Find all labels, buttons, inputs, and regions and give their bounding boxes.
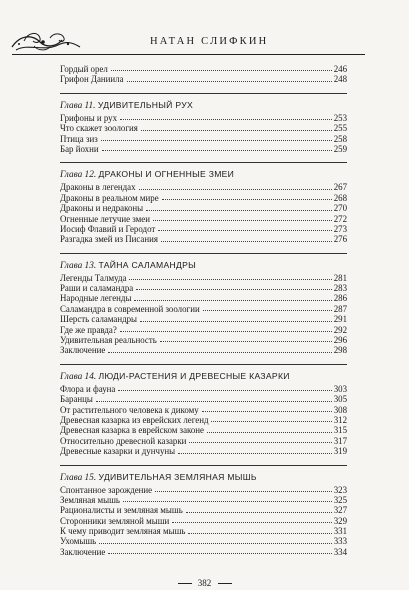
chapter-number: Глава 15.	[60, 472, 97, 483]
dot-leader	[118, 390, 331, 391]
entry-page-number: 248	[333, 74, 347, 85]
footer-dash-left	[178, 583, 192, 584]
header-rule	[12, 54, 365, 55]
entry-page-number: 270	[333, 203, 347, 214]
dot-leader	[139, 189, 332, 190]
entry-page-number: 305	[333, 394, 347, 405]
entry-page-number: 286	[333, 293, 347, 304]
entry-page-number: 276	[333, 234, 347, 245]
toc-entry	[60, 74, 347, 84]
dot-leader	[161, 241, 332, 242]
toc-entry	[60, 335, 347, 345]
dot-leader	[146, 210, 332, 211]
section-divider	[60, 364, 347, 365]
entry-title: Раши и саламандра	[60, 283, 134, 294]
entry-page-number: 292	[333, 324, 347, 335]
entry-title: Гордый орел	[60, 63, 108, 74]
entry-page-number: 272	[333, 213, 347, 224]
chapter-number: Глава 11.	[60, 100, 96, 111]
dot-leader	[101, 140, 332, 141]
chapter-heading	[60, 472, 347, 483]
dot-leader	[108, 352, 331, 353]
toc-entry	[60, 273, 347, 283]
toc-entry	[60, 283, 347, 293]
dot-leader	[178, 453, 332, 454]
chapter-title: УДИВИТЕЛЬНЫЙ РУХ	[97, 99, 193, 110]
chapter-title: ДРАКОНЫ И ОГНЕННЫЕ ЗМЕИ	[98, 169, 235, 180]
entry-title: Грифоны и рух	[60, 112, 118, 123]
running-header-author: НАТАН СЛИФКИН	[150, 36, 269, 47]
entry-title: Драконы и недраконы	[60, 203, 144, 214]
entry-page-number: 323	[333, 484, 347, 495]
toc-entry	[60, 495, 347, 505]
entry-title: Огненные летучие змеи	[60, 213, 150, 224]
entry-page-number: 255	[333, 123, 347, 134]
dot-leader	[203, 310, 332, 311]
entry-page-number: 246	[333, 63, 347, 74]
ornament-flourish-icon	[10, 30, 82, 54]
page-number: 382	[197, 578, 212, 588]
entry-page-number: 273	[333, 223, 347, 234]
dot-leader	[186, 512, 332, 513]
entry-title: Птица зиз	[60, 133, 98, 144]
toc-entry	[60, 134, 347, 144]
toc-entry	[60, 64, 347, 74]
entry-page-number: 308	[333, 404, 347, 415]
dot-leader	[172, 522, 331, 523]
dot-leader	[102, 150, 332, 151]
entry-page-number: 268	[333, 192, 347, 203]
toc-entry	[60, 182, 347, 192]
entry-page-number: 283	[333, 283, 347, 294]
toc-entry	[60, 436, 347, 446]
chapter-number: Глава 14.	[60, 371, 97, 382]
entry-title: Легенды Талмуда	[60, 272, 127, 283]
chapter-number: Глава 13.	[60, 260, 97, 271]
entry-title: Баранцы	[60, 394, 93, 405]
footer-dash-right	[218, 583, 232, 584]
chapter-heading	[60, 169, 347, 180]
entry-page-number: 267	[333, 182, 347, 193]
dot-leader	[207, 432, 332, 433]
entry-page-number: 287	[333, 303, 347, 314]
toc-entry	[60, 193, 347, 203]
entry-title: К чему приводит земляная мышь	[60, 526, 186, 537]
toc-entry	[60, 203, 347, 213]
toc-entry	[60, 537, 347, 547]
dot-leader	[202, 411, 332, 412]
toc-entry	[60, 526, 347, 536]
entry-page-number: 331	[333, 526, 347, 537]
entry-title: От растительного человека к дикому	[60, 404, 199, 415]
toc-entry	[60, 234, 347, 244]
toc-entry	[60, 214, 347, 224]
toc-entry	[60, 547, 347, 557]
entry-title: Иосиф Флавий и Геродот	[60, 223, 156, 234]
entry-title: Заключение	[60, 546, 106, 557]
dot-leader	[99, 543, 331, 544]
entry-title: Разгадка змей из Писания	[60, 234, 158, 245]
toc-entry	[60, 224, 347, 234]
chapter-title: УДИВИТЕЛЬНАЯ ЗЕМЛЯНАЯ МЫШЬ	[98, 471, 257, 482]
section-divider	[60, 93, 347, 94]
dot-leader	[140, 321, 332, 322]
entry-page-number: 325	[333, 494, 347, 505]
toc-entry	[60, 485, 347, 495]
entry-page-number: 334	[333, 546, 347, 557]
toc-entry	[60, 425, 347, 435]
dot-leader	[211, 421, 331, 422]
entry-title: Ухомышь	[60, 536, 97, 547]
entry-title: Что скажет зоология	[60, 123, 138, 134]
entry-page-number: 259	[333, 143, 347, 154]
dot-leader	[127, 81, 332, 82]
entry-title: Саламандра в современной зоологии	[60, 303, 200, 314]
entry-title: Рационалисты и земляная мышь	[60, 505, 183, 516]
dot-leader	[111, 70, 332, 71]
entry-page-number: 291	[333, 314, 347, 325]
entry-page-number: 315	[333, 425, 347, 436]
entry-page-number: 312	[333, 414, 347, 425]
toc-entry	[60, 113, 347, 123]
toc-entry	[60, 405, 347, 415]
entry-title: Древесные казарки и дунчуны	[60, 446, 176, 457]
dot-leader	[108, 553, 331, 554]
entry-page-number: 281	[333, 272, 347, 283]
dot-leader	[153, 220, 332, 221]
toc-entry	[60, 345, 347, 355]
dot-leader	[160, 341, 332, 342]
entry-page-number: 258	[333, 133, 347, 144]
toc-entry	[60, 304, 347, 314]
entry-title: Удивительная реальность	[60, 335, 157, 346]
entry-title: Относительно древесной казарки	[60, 435, 187, 446]
chapter-heading	[60, 371, 347, 382]
entry-title: Древесная казарка из еврейских легенд	[60, 414, 209, 425]
entry-title: Драконы в реальном мире	[60, 192, 159, 203]
entry-title: Сторонники земляной мыши	[60, 515, 170, 526]
dot-leader	[129, 279, 331, 280]
toc-entry	[60, 516, 347, 526]
entry-title: Народные легенды	[60, 293, 132, 304]
entry-page-number: 253	[333, 112, 347, 123]
entry-page-number: 319	[333, 446, 347, 457]
toc-entry	[60, 144, 347, 154]
entry-page-number: 333	[333, 536, 347, 547]
dot-leader	[134, 300, 331, 301]
entry-page-number: 317	[333, 435, 347, 446]
toc-entry	[60, 505, 347, 515]
entry-title: Бар йохни	[60, 143, 99, 154]
section-divider	[60, 162, 347, 163]
toc-entry	[60, 123, 347, 133]
toc-entry	[60, 384, 347, 394]
dot-leader	[188, 533, 331, 534]
entry-title: Драконы в легендах	[60, 182, 136, 193]
entry-title: Грифон Даниила	[60, 74, 124, 85]
dot-leader	[120, 331, 332, 332]
toc-entry	[60, 293, 347, 303]
chapter-title: ТАЙНА САЛАМАНДРЫ	[98, 259, 197, 270]
dot-leader	[141, 130, 332, 131]
table-of-contents	[60, 64, 347, 557]
entry-title: Древесная казарка в еврейском законе	[60, 425, 204, 436]
entry-page-number: 327	[333, 505, 347, 516]
toc-entry	[60, 325, 347, 335]
chapter-heading	[60, 260, 347, 271]
dot-leader	[136, 289, 331, 290]
dot-leader	[162, 199, 332, 200]
toc-entry	[60, 415, 347, 425]
dot-leader	[158, 230, 331, 231]
entry-title: Где же правда?	[60, 324, 117, 335]
section-divider	[60, 465, 347, 466]
toc-entry	[60, 314, 347, 324]
chapter-number: Глава 12.	[60, 170, 97, 181]
dot-leader	[120, 119, 332, 120]
toc-entry	[60, 394, 347, 404]
section-divider	[60, 253, 347, 254]
entry-title: Земляная мышь	[60, 494, 120, 505]
entry-page-number: 329	[333, 515, 347, 526]
toc-entry	[60, 446, 347, 456]
dot-leader	[189, 442, 331, 443]
entry-title: Шерсть саламандры	[60, 314, 138, 325]
entry-page-number: 303	[333, 383, 347, 394]
entry-page-number: 296	[333, 335, 347, 346]
chapter-title: ЛЮДИ-РАСТЕНИЯ И ДРЕВЕСНЫЕ КАЗАРКИ	[98, 370, 290, 381]
entry-page-number: 298	[333, 345, 347, 356]
dot-leader	[96, 401, 332, 402]
page-footer	[0, 578, 409, 588]
chapter-heading	[60, 100, 347, 111]
entry-title: Флора и фауна	[60, 383, 116, 394]
dot-leader	[155, 491, 332, 492]
entry-title: Заключение	[60, 345, 106, 356]
dot-leader	[123, 501, 332, 502]
entry-title: Спонтанное зарождение	[60, 484, 153, 495]
